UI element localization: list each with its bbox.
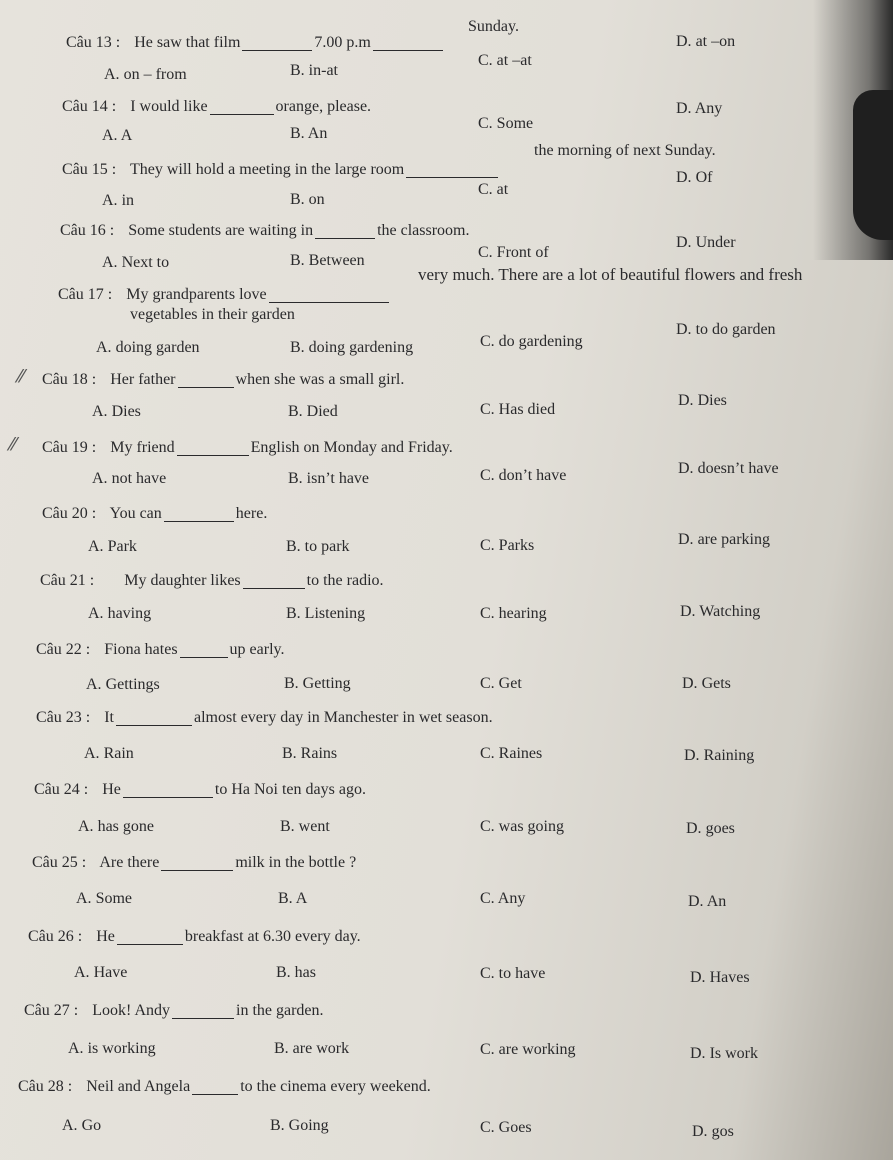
option-letter: A.: [88, 538, 104, 555]
question-label: Câu 17 :: [58, 286, 113, 303]
stem-text: in the garden.: [236, 1002, 324, 1019]
option-letter: D.: [690, 1045, 706, 1062]
option-letter: B.: [286, 605, 301, 622]
question-13-stem: [66, 35, 445, 51]
question-18-stem: [42, 372, 404, 388]
option-letter: B.: [284, 675, 299, 692]
option-text: Is work: [709, 1045, 758, 1062]
question-19-stem: [42, 440, 453, 456]
option-16-b[interactable]: [290, 253, 365, 269]
option-text: gos: [711, 1123, 734, 1140]
option-25-b[interactable]: [278, 891, 307, 907]
option-letter: C.: [480, 818, 495, 835]
handwritten-mark: ⁄⁄: [10, 434, 17, 455]
option-13-a[interactable]: [104, 67, 187, 83]
question-14-stem: [62, 99, 371, 115]
question-27-stem: [24, 1003, 324, 1019]
option-26-c[interactable]: [480, 966, 545, 982]
option-letter: C.: [480, 1119, 495, 1136]
question-26-stem: [28, 929, 361, 945]
stem-text: here.: [235, 505, 268, 522]
question-label: Câu 28 :: [18, 1078, 73, 1095]
option-letter: D.: [682, 675, 698, 692]
option-letter: A.: [96, 339, 112, 356]
question-24-stem: [34, 782, 366, 798]
stem-text: Look! Andy: [92, 1002, 170, 1019]
option-text: Under: [695, 234, 736, 251]
option-text: Haves: [709, 969, 750, 986]
stem-text: almost every day in Manchester in wet season.: [194, 709, 493, 726]
option-text: Rains: [300, 745, 338, 762]
question-28-stem: [18, 1079, 431, 1095]
option-text: Any: [694, 100, 723, 117]
option-17-b[interactable]: [290, 340, 413, 356]
option-letter: C.: [480, 745, 495, 762]
option-17-d[interactable]: [676, 322, 776, 338]
question-22-stem: [36, 642, 284, 658]
option-text: Watching: [699, 603, 761, 620]
option-letter: A.: [74, 964, 90, 981]
option-letter: D.: [692, 1123, 708, 1140]
option-22-b[interactable]: [284, 676, 351, 692]
option-21-a[interactable]: [88, 606, 151, 622]
stem-text: orange, please.: [275, 98, 372, 115]
option-text: in-at: [308, 62, 338, 79]
option-text: to park: [304, 538, 350, 555]
option-27-a[interactable]: [68, 1041, 156, 1057]
option-text: was going: [498, 818, 564, 835]
option-letter: A.: [84, 745, 100, 762]
stem-text: They will hold a meeting in the large room: [129, 161, 405, 178]
option-letter: C.: [478, 115, 493, 132]
option-text: in: [121, 192, 135, 209]
option-22-c[interactable]: [480, 676, 522, 692]
option-letter: B.: [290, 339, 305, 356]
option-13-d[interactable]: [676, 34, 735, 50]
option-text: Goes: [498, 1119, 532, 1136]
option-text: doesn’t have: [697, 460, 779, 477]
option-26-a[interactable]: [74, 965, 127, 981]
stem-text: Some students are waiting in: [128, 222, 314, 239]
blank: [164, 507, 234, 522]
option-23-a[interactable]: [84, 746, 134, 762]
option-letter: B.: [288, 470, 303, 487]
option-23-d[interactable]: [684, 748, 754, 764]
option-19-a[interactable]: [92, 471, 166, 487]
option-18-a[interactable]: [92, 404, 141, 420]
stem-text: the classroom.: [377, 222, 470, 239]
option-text: don’t have: [498, 467, 567, 484]
stem-text: English on Monday and Friday.: [250, 439, 453, 456]
blank: [161, 856, 233, 871]
option-text: Front of: [496, 244, 549, 261]
option-letter: B.: [280, 818, 295, 835]
option-21-c[interactable]: [480, 606, 547, 622]
option-letter: C.: [480, 605, 495, 622]
option-26-b[interactable]: [276, 965, 316, 981]
stem-text: breakfast at 6.30 every day.: [184, 928, 361, 945]
option-text: A: [120, 127, 133, 144]
option-text: Gets: [701, 675, 731, 692]
option-25-c[interactable]: [480, 891, 525, 907]
question-17-stem: [58, 287, 391, 303]
stem-text: 7.00 p.m: [314, 34, 371, 51]
option-text: Between: [308, 252, 365, 269]
option-letter: A.: [76, 890, 92, 907]
option-text: on: [308, 191, 325, 208]
question-21-stem: [40, 573, 384, 589]
option-letter: B.: [290, 252, 305, 269]
question-16-stem: [60, 223, 470, 239]
option-letter: C.: [480, 675, 495, 692]
option-text: has gone: [97, 818, 154, 835]
question-label: Câu 14 :: [62, 98, 117, 115]
option-text: Get: [498, 675, 522, 692]
option-text: at –at: [496, 52, 532, 69]
option-letter: B.: [274, 1040, 289, 1057]
option-27-b[interactable]: [274, 1041, 349, 1057]
option-letter: A.: [62, 1117, 78, 1134]
stem-text: My daughter likes: [124, 572, 241, 589]
blank: [116, 711, 192, 726]
option-14-c[interactable]: [478, 116, 533, 132]
question-label: Câu 16 :: [60, 222, 115, 239]
option-letter: D.: [676, 100, 692, 117]
question-label: Câu 26 :: [28, 928, 83, 945]
option-text: are working: [498, 1041, 576, 1058]
stem-text: He: [96, 928, 115, 945]
option-letter: D.: [676, 321, 692, 338]
question-20-stem: [42, 506, 267, 522]
option-letter: D.: [690, 969, 706, 986]
stem-text: It: [104, 709, 114, 726]
option-letter: A.: [102, 192, 118, 209]
blank: [210, 100, 274, 115]
question-label: Câu 15 :: [62, 161, 117, 178]
option-17-a[interactable]: [96, 340, 200, 356]
option-text: Of: [695, 169, 713, 186]
option-text: is working: [87, 1040, 156, 1057]
option-letter: D.: [676, 234, 692, 251]
blank: [269, 288, 389, 303]
stem-text: Her father: [110, 371, 176, 388]
option-24-b[interactable]: [280, 819, 330, 835]
option-text: Parks: [498, 537, 535, 554]
option-letter: C.: [480, 1041, 495, 1058]
option-text: Dies: [111, 403, 141, 420]
option-text: Any: [497, 890, 526, 907]
option-letter: D.: [676, 169, 692, 186]
option-letter: A.: [78, 818, 94, 835]
question-label: Câu 23 :: [36, 709, 91, 726]
question-15-stem: [62, 162, 500, 178]
option-text: Rain: [103, 745, 134, 762]
option-text: Died: [306, 403, 338, 420]
option-16-d[interactable]: [676, 235, 736, 251]
option-28-d[interactable]: [692, 1124, 734, 1140]
option-letter: B.: [288, 403, 303, 420]
question-label: Câu 25 :: [32, 854, 87, 871]
option-14-b[interactable]: [290, 126, 327, 142]
option-letter: D.: [680, 603, 696, 620]
option-18-b[interactable]: [288, 404, 338, 420]
question-15-tail: the morning of next Sunday.: [534, 142, 716, 159]
option-letter: C.: [480, 467, 495, 484]
stem-text: My grandparents love: [126, 286, 267, 303]
stem-text: He saw that film: [134, 34, 241, 51]
stem-text: milk in the bottle ?: [235, 854, 357, 871]
question-17-tail: very much. There are a lot of beautiful flowers and fresh: [418, 265, 803, 284]
option-text: at –on: [695, 33, 736, 50]
option-15-d[interactable]: [676, 170, 712, 186]
option-letter: D.: [676, 33, 692, 50]
stem-text: up early.: [229, 641, 285, 658]
option-text: isn’t have: [306, 470, 370, 487]
blank: [117, 930, 183, 945]
handwritten-mark: ⁄⁄: [18, 366, 25, 387]
option-27-d[interactable]: [690, 1046, 758, 1062]
option-text: do gardening: [498, 333, 583, 350]
option-text: Raining: [703, 747, 755, 764]
option-letter: D.: [686, 820, 702, 837]
option-letter: B.: [270, 1117, 285, 1134]
option-letter: B.: [276, 964, 291, 981]
stem-text: to the cinema every weekend.: [240, 1078, 431, 1095]
option-25-d[interactable]: [688, 894, 726, 910]
option-letter: A.: [102, 254, 118, 271]
option-letter: B.: [290, 125, 305, 142]
option-23-c[interactable]: [480, 746, 542, 762]
option-text: Getting: [302, 675, 351, 692]
stem-text: My friend: [110, 439, 175, 456]
option-text: Dies: [697, 392, 727, 409]
option-21-b[interactable]: [286, 606, 365, 622]
question-23-stem: [36, 710, 493, 726]
option-20-c[interactable]: [480, 538, 534, 554]
option-text: Some: [95, 890, 133, 907]
option-letter: C.: [478, 244, 493, 261]
option-text: has: [294, 964, 316, 981]
option-24-a[interactable]: [78, 819, 154, 835]
option-text: are parking: [697, 531, 770, 548]
option-19-c[interactable]: [480, 468, 566, 484]
question-17-line2: vegetables in their garden: [130, 306, 295, 323]
option-text: to have: [498, 965, 546, 982]
option-20-b[interactable]: [286, 539, 350, 555]
blank: [192, 1080, 238, 1095]
blank: [178, 373, 234, 388]
option-text: Going: [288, 1117, 329, 1134]
option-22-a[interactable]: [86, 677, 160, 693]
option-letter: B.: [290, 191, 305, 208]
option-text: doing garden: [115, 339, 200, 356]
option-20-d[interactable]: [678, 532, 770, 548]
option-letter: D.: [684, 747, 700, 764]
blank: [373, 36, 443, 51]
stem-text: You can: [109, 505, 162, 522]
question-label: Câu 22 :: [36, 641, 91, 658]
stem-text: Are there: [99, 854, 160, 871]
option-text: are work: [292, 1040, 350, 1057]
option-text: Gettings: [105, 676, 160, 693]
stem-text: Fiona hates: [104, 641, 178, 658]
option-28-b[interactable]: [270, 1118, 329, 1134]
question-label: Câu 27 :: [24, 1002, 79, 1019]
blank: [242, 36, 312, 51]
option-19-b[interactable]: [288, 471, 369, 487]
option-24-d[interactable]: [686, 821, 735, 837]
page-edge-dark: [853, 90, 893, 240]
option-text: hearing: [498, 605, 547, 622]
option-letter: C.: [480, 890, 495, 907]
stem-text: I would like: [130, 98, 208, 115]
question-label: Câu 13 :: [66, 34, 121, 51]
option-text: at: [496, 181, 509, 198]
option-27-c[interactable]: [480, 1042, 576, 1058]
stem-text: Neil and Angela: [86, 1078, 191, 1095]
option-17-c[interactable]: [480, 334, 583, 350]
option-20-a[interactable]: [88, 539, 137, 555]
option-letter: C.: [480, 401, 495, 418]
blank: [172, 1004, 234, 1019]
option-letter: A.: [86, 676, 102, 693]
option-28-c[interactable]: [480, 1120, 532, 1136]
option-18-d[interactable]: [678, 393, 727, 409]
option-text: Have: [93, 964, 128, 981]
option-letter: A.: [104, 66, 120, 83]
option-19-d[interactable]: [678, 461, 779, 477]
option-letter: D.: [678, 460, 694, 477]
option-letter: C.: [478, 181, 493, 198]
option-21-d[interactable]: [680, 604, 760, 620]
question-25-stem: [32, 855, 356, 871]
stem-text: when she was a small girl.: [235, 371, 405, 388]
stem-text: to the radio.: [306, 572, 384, 589]
option-text: Next to: [121, 254, 170, 271]
option-letter: A.: [88, 605, 104, 622]
option-23-b[interactable]: [282, 746, 337, 762]
option-24-c[interactable]: [480, 819, 564, 835]
option-text: goes: [705, 820, 735, 837]
option-15-b[interactable]: [290, 192, 325, 208]
option-letter: D.: [678, 392, 694, 409]
option-22-d[interactable]: [682, 676, 731, 692]
option-text: on – from: [123, 66, 187, 83]
option-text: not have: [111, 470, 167, 487]
blank: [315, 224, 375, 239]
option-letter: D.: [688, 893, 704, 910]
option-text: doing gardening: [308, 339, 414, 356]
option-text: Park: [107, 538, 137, 555]
option-16-a[interactable]: [102, 255, 169, 271]
option-13-b[interactable]: [290, 63, 338, 79]
question-label: Câu 18 :: [42, 371, 97, 388]
option-text: Listening: [304, 605, 366, 622]
stem-text: to Ha Noi ten days ago.: [214, 781, 366, 798]
option-letter: B.: [290, 62, 305, 79]
option-letter: A.: [68, 1040, 84, 1057]
blank: [243, 574, 305, 589]
question-label: Câu 24 :: [34, 781, 89, 798]
option-text: An: [706, 893, 727, 910]
question-label: Câu 19 :: [42, 439, 97, 456]
option-14-a[interactable]: [102, 128, 132, 144]
option-text: Raines: [498, 745, 543, 762]
option-28-a[interactable]: [62, 1118, 101, 1134]
option-letter: A.: [92, 470, 108, 487]
stem-text: He: [102, 781, 121, 798]
option-letter: B.: [282, 745, 297, 762]
blank: [406, 163, 498, 178]
blank: [123, 783, 213, 798]
option-25-a[interactable]: [76, 891, 132, 907]
option-text: went: [298, 818, 330, 835]
option-text: Some: [496, 115, 534, 132]
blank: [177, 441, 249, 456]
question-label: Câu 20 :: [42, 505, 97, 522]
option-15-c[interactable]: [478, 182, 508, 198]
option-26-d[interactable]: [690, 970, 750, 986]
option-15-a[interactable]: [102, 193, 134, 209]
question-13-tail: Sunday.: [468, 18, 519, 35]
option-letter: C.: [480, 333, 495, 350]
option-text: A: [295, 890, 308, 907]
blank: [180, 643, 228, 658]
option-text: having: [107, 605, 152, 622]
option-16-c[interactable]: [478, 245, 549, 261]
option-text: Has died: [498, 401, 556, 418]
option-letter: C.: [480, 537, 495, 554]
option-letter: C.: [480, 965, 495, 982]
option-text: Go: [81, 1117, 102, 1134]
option-18-c[interactable]: [480, 402, 555, 418]
option-letter: C.: [478, 52, 493, 69]
option-letter: A.: [102, 127, 118, 144]
option-text: An: [307, 125, 328, 142]
option-text: to do garden: [695, 321, 776, 338]
option-14-d[interactable]: [676, 101, 722, 117]
question-label: Câu 21 :: [40, 572, 95, 589]
option-letter: A.: [92, 403, 108, 420]
option-letter: B.: [278, 890, 293, 907]
option-13-c[interactable]: [478, 53, 532, 69]
option-letter: D.: [678, 531, 694, 548]
option-letter: B.: [286, 538, 301, 555]
